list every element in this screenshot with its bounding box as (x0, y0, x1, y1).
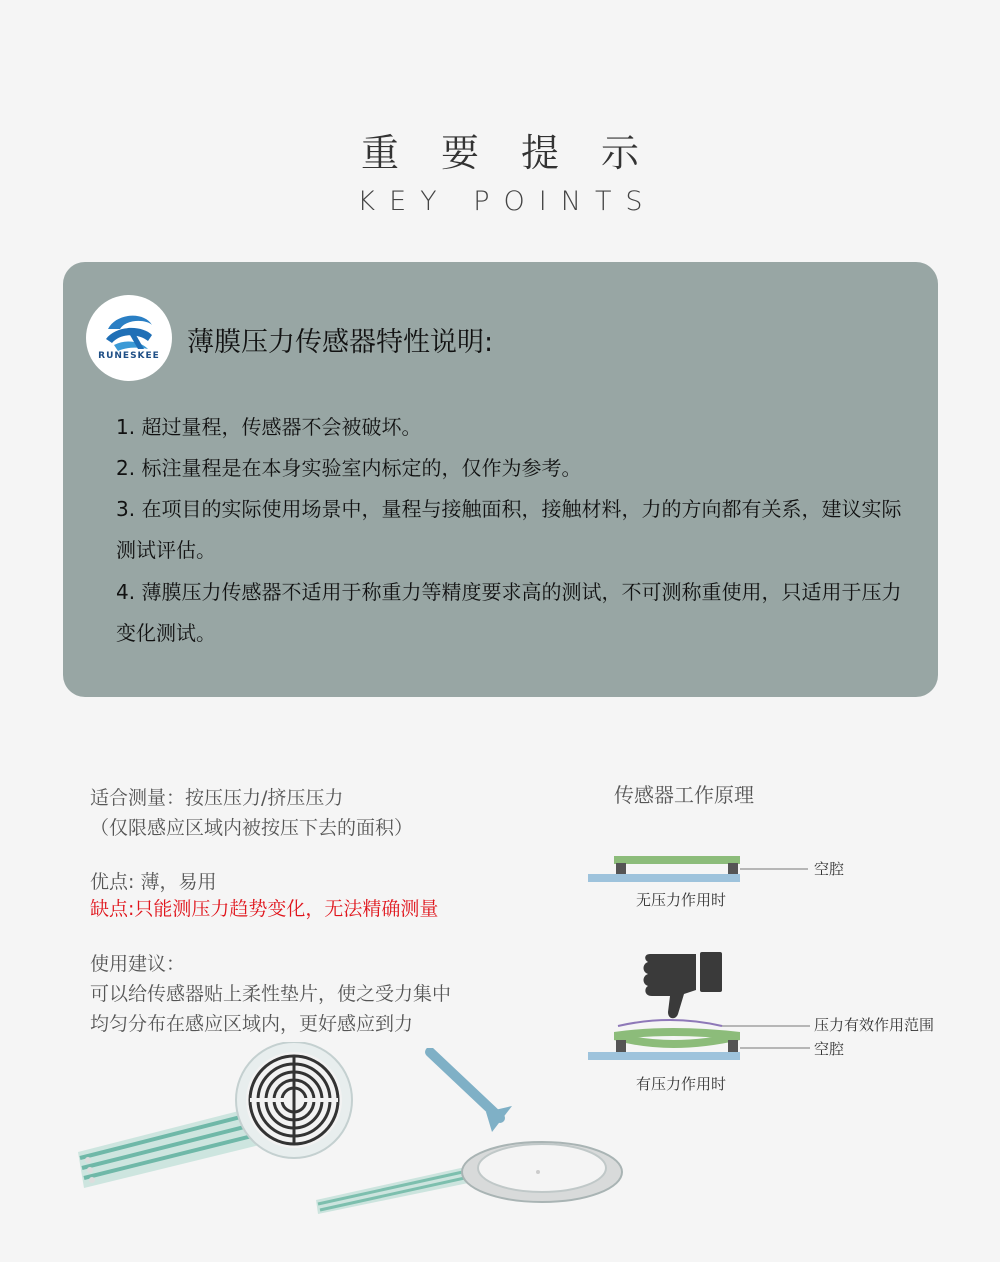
page-title: 重要提示 (360, 131, 681, 175)
diagram-title: 传感器工作原理 (614, 783, 754, 807)
key-point-4: 4. 薄膜压力传感器不适用于称重力等精度要求高的测试，不可测称重使用，只适用于压力变化测试。 (116, 580, 902, 645)
suggestion-line-1: 可以给传感器贴上柔性垫片，使之受力集中 (90, 983, 452, 1005)
thumbs-down-icon (640, 948, 724, 1020)
page-subtitle: KEY POINTS (357, 186, 657, 217)
pros-text: 优点: 薄，易用 (90, 871, 217, 893)
suggestion-line-2: 均匀分布在感应区域内，更好感应到力 (90, 1013, 414, 1035)
sensor-diagram-no-pressure (588, 848, 814, 894)
key-point-1: 1. 超过量程，传感器不会被破坏。 (116, 415, 422, 439)
cavity-label-bottom: 空腔 (814, 1040, 845, 1058)
key-point-3: 3. 在项目的实际使用场景中，量程与接触面积，接触材料，力的方向都有关系，建议实际测试评估。 (116, 497, 902, 562)
suggestion-title: 使用建议： (90, 953, 186, 975)
sensor-photo-right (316, 1048, 626, 1218)
panel-heading: 薄膜压力传感器特性说明: (187, 327, 494, 358)
cons-text: 缺点:只能测压力趋势变化，无法精确测量 (90, 898, 439, 920)
key-point-2: 2. 标注量程是在本身实验室内标定的，仅作为参考。 (116, 456, 582, 480)
caption-no-pressure: 无压力作用时 (636, 891, 727, 909)
brand-logo (86, 295, 172, 381)
cavity-label-top: 空腔 (814, 860, 845, 878)
suitable-measure: 适合测量：按压压力/挤压压力 (90, 787, 344, 809)
svg-text:RUNESKEE: RUNESKEE (98, 351, 160, 361)
suitable-measure-note: （仅限感应区域内被按压下去的面积） (90, 817, 414, 839)
effective-range-label: 压力有效作用范围 (814, 1016, 935, 1034)
caption-with-pressure: 有压力作用时 (636, 1075, 727, 1093)
